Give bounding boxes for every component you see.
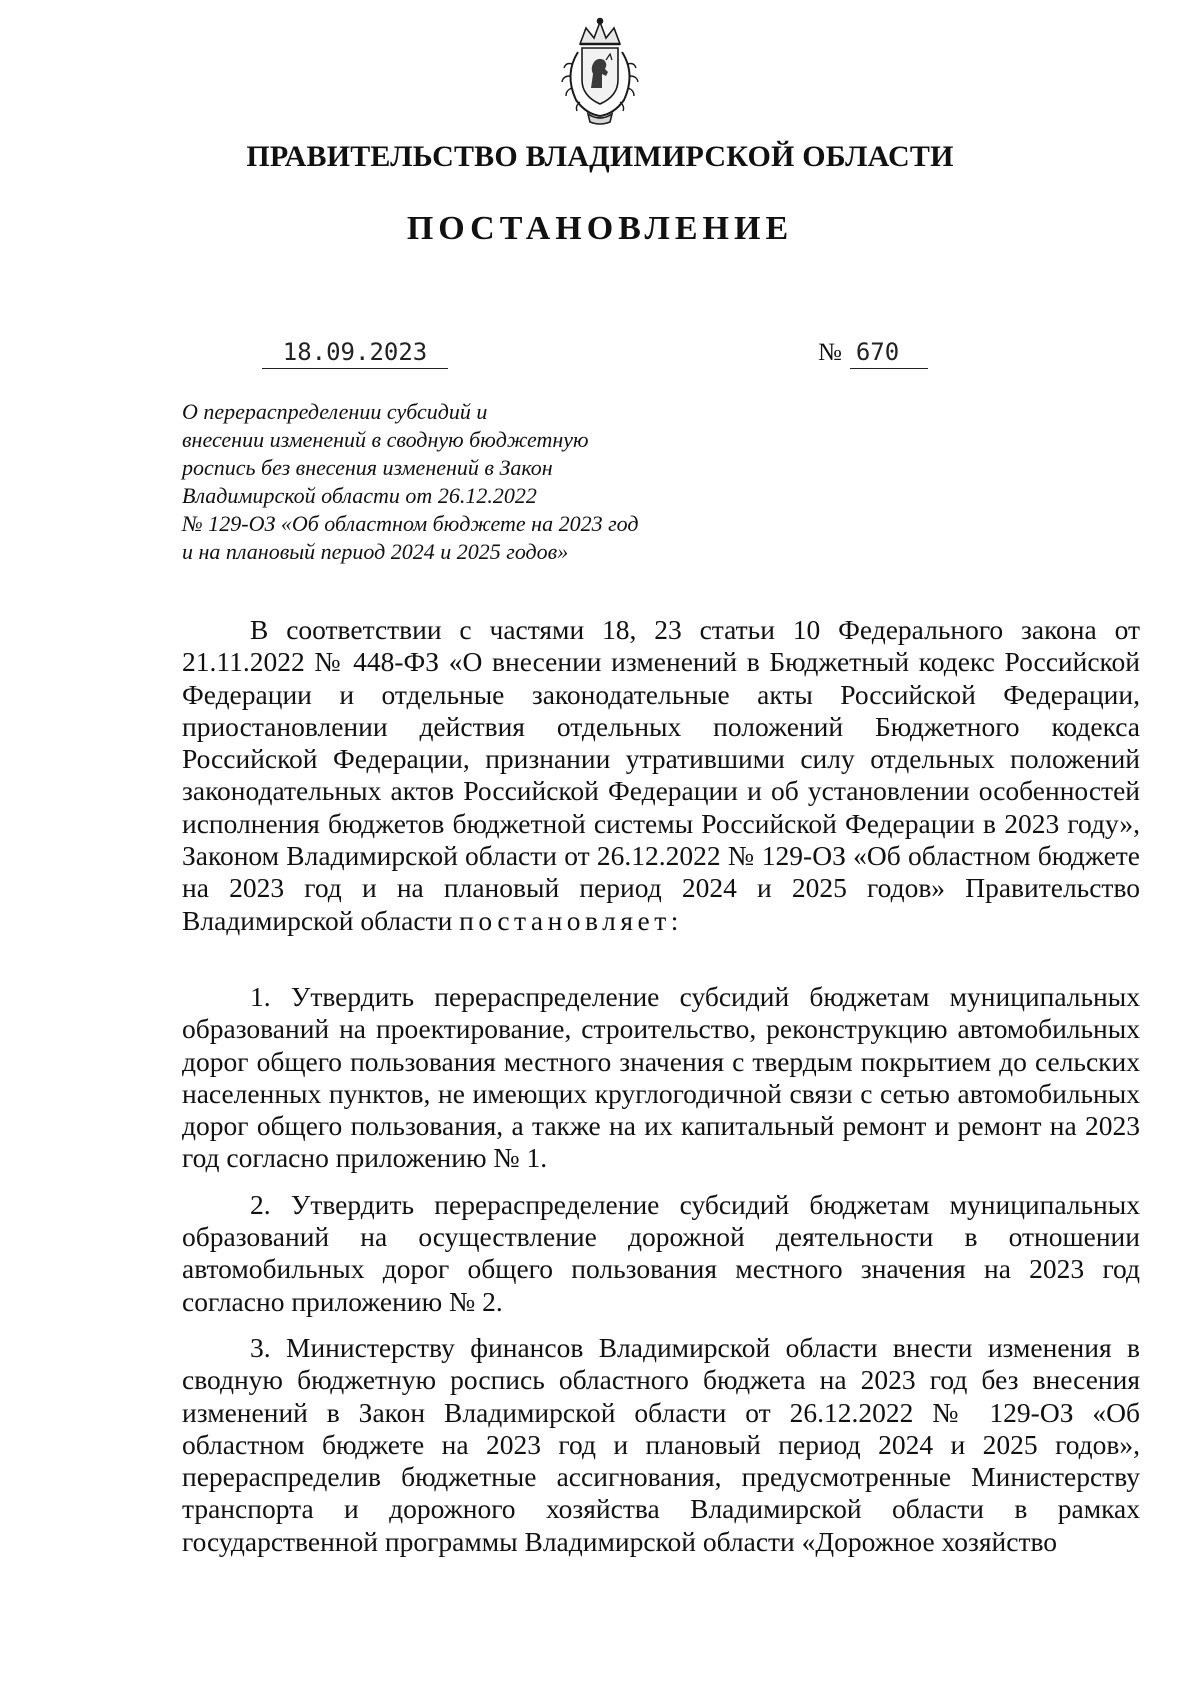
item-2-paragraph: 2. Утвердить перераспределение субсидий бюджетам муниципальных образований на осуществление дорожной деятельности в отношении автомобильных дорог общего пользования местного значения на 2023 год согласно приложению № 2. xyxy=(182,1188,1140,1317)
intro-text: В соответствии с частями 18, 23 статьи 10 Федерального закона от 21.11.2022 № 448-ФЗ «О внесении изменений в Бюджетный кодекс Российской Федерации и отдельные законодательные акты Российской Федерации, приостановлении действия отдельных положений Бюджетного кодекса Российской Федерации, признании утратившими силу отдельных положений законодательных актов Российской Федерации и об установлении особенностей исполнения бюджетов бюджетной системы Российской Федерации в 2023 году», Законом Владимирской области от 26.12.2022 № 129-ОЗ «Об областном бюджете на 2023 год и на плановый период 2024 и 2025 годов» Правительство Владимирской области xyxy=(182,614,1140,936)
item-1-paragraph: 1. Утвердить перераспределение субсидий бюджетам муниципальных образований на проектирование, строительство, реконструкцию автомобильных дорог общего пользования местного значения с твердым покрытием до сельских населенных пунктов, не имеющих круглогодичной связи с сетью автомобильных дорог общего пользования, а также на их капитальный ремонт и ремонт на 2023 год согласно приложению № 1. xyxy=(182,980,1140,1174)
document-heading xyxy=(182,398,702,566)
document-date: 18.09.2023 xyxy=(262,338,448,369)
heading-line: О перераспределении субсидий и xyxy=(182,399,488,424)
heading-line: Владимирской области от 26.12.2022 xyxy=(182,483,537,508)
coat-of-arms-emblem xyxy=(550,14,650,126)
heading-line: и на плановый период 2024 и 2025 годов» xyxy=(182,539,569,564)
item-3-paragraph: 3. Министерству финансов Владимирской области внести изменения в сводную бюджетную роспись областного бюджета на 2023 год без внесения изменений в Закон Владимирской области от 26.12.2022 № 129-ОЗ «Об областном бюджете на 2023 год и плановый период 2024 и 2025 годов», перераспределив бюджетные ассигнования, предусмотренные Министерству транспорта и дорожного хозяйства Владимирской области в рамках государственной программы Владимирской области «Дорожное хозяйство xyxy=(182,1331,1140,1557)
intro-paragraph xyxy=(182,614,1140,937)
document-body xyxy=(182,614,1140,1572)
document-number xyxy=(818,338,928,369)
document-type-title: ПОСТАНОВЛЕНИЕ xyxy=(406,210,794,247)
heading-line: роспись без внесения изменений в Закон xyxy=(182,455,553,480)
number-sign: № xyxy=(818,339,842,366)
heading-line: № 129-ОЗ «Об областном бюджете на 2023 год xyxy=(182,511,639,536)
resolves-word: постановляет: xyxy=(459,904,683,936)
organization-title: ПРАВИТЕЛЬСТВО ВЛАДИМИРСКОЙ ОБЛАСТИ xyxy=(246,140,954,173)
number-value: 670 xyxy=(850,338,928,369)
heading-line: внесении изменений в сводную бюджетную xyxy=(182,427,589,452)
